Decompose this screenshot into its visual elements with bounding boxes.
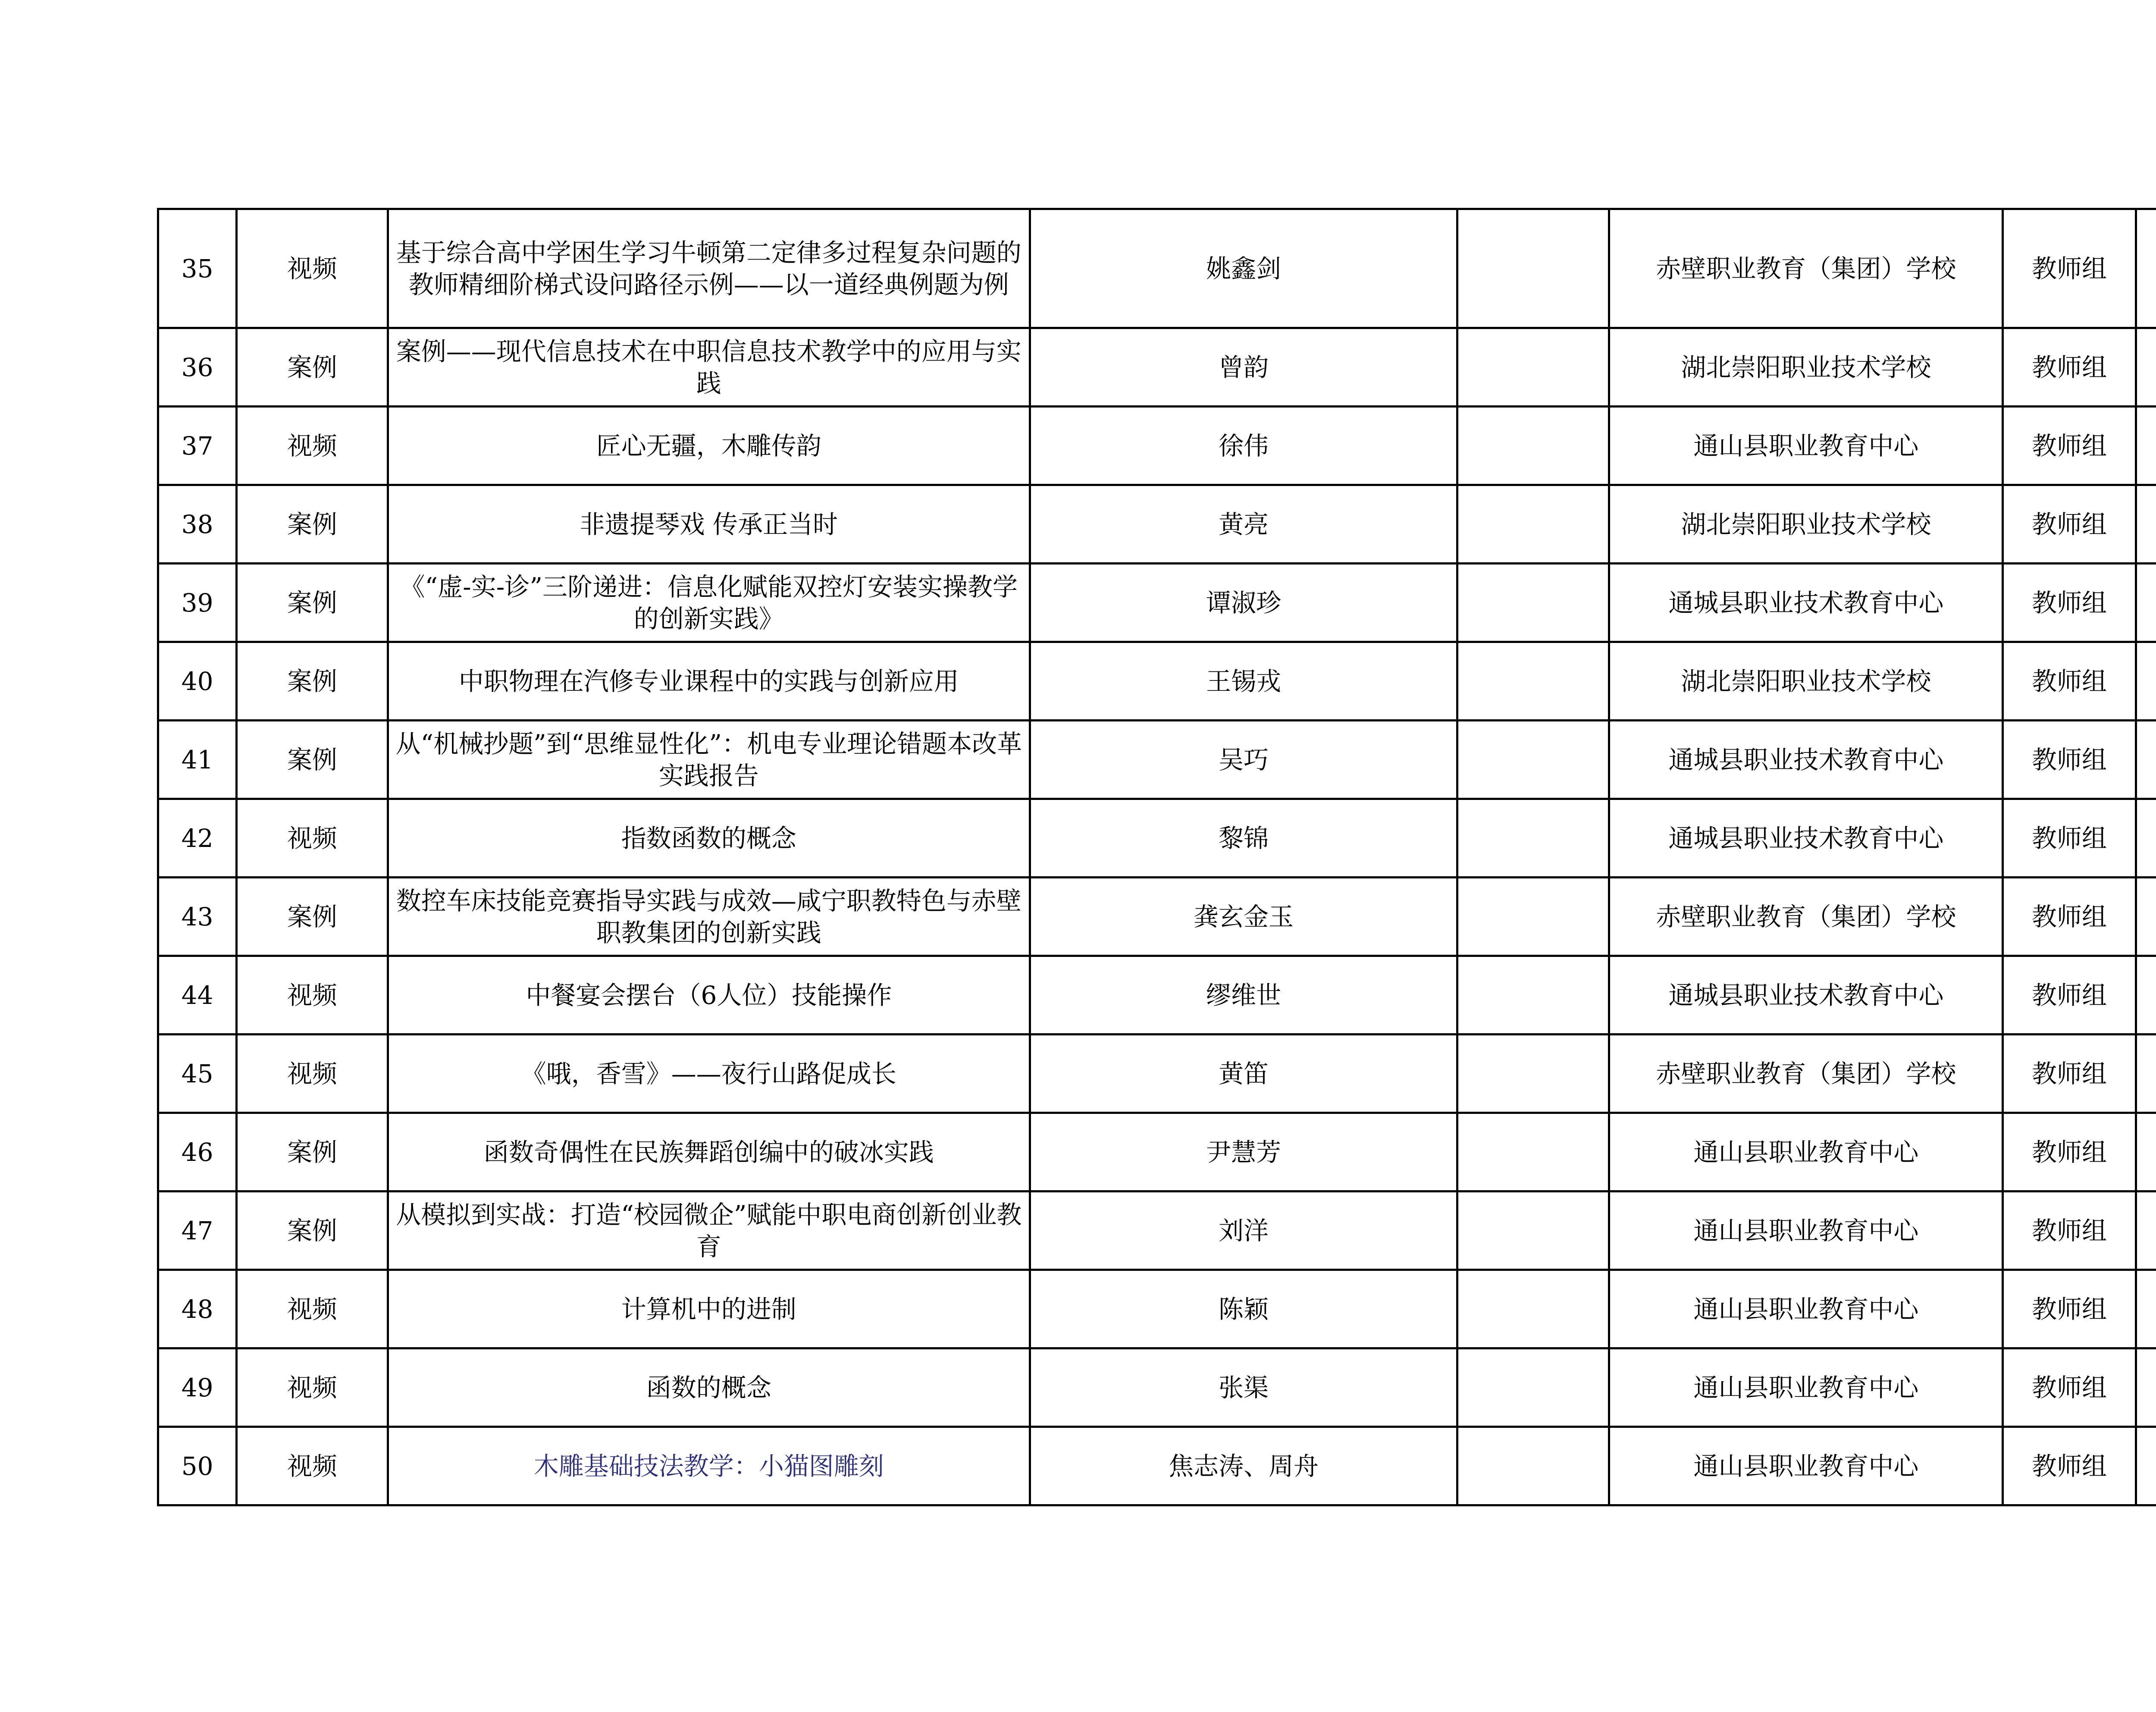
extra-cell — [1457, 209, 1609, 328]
author-name: 王锡戎 — [1030, 642, 1457, 721]
author-name: 尹慧芳 — [1030, 1113, 1457, 1192]
group-name: 教师组 — [2003, 1192, 2136, 1270]
school-name: 通山县职业教育中心 — [1609, 407, 2003, 485]
entry-type: 视频 — [237, 956, 388, 1035]
entry-type: 案例 — [237, 485, 388, 564]
award-level — [2136, 1035, 2156, 1113]
table-body — [158, 209, 2156, 1505]
author-name: 谭淑珍 — [1030, 564, 1457, 642]
entry-title: 函数的概念 — [388, 1348, 1030, 1427]
group-name: 教师组 — [2003, 799, 2136, 878]
school-name: 通山县职业教育中心 — [1609, 1348, 2003, 1427]
row-number: 40 — [158, 642, 237, 721]
row-number: 39 — [158, 564, 237, 642]
row-number: 49 — [158, 1348, 237, 1427]
table-row — [158, 799, 2156, 878]
table-row — [158, 1348, 2156, 1427]
award-level — [2136, 407, 2156, 485]
award-level — [2136, 1113, 2156, 1192]
entry-title: 指数函数的概念 — [388, 799, 1030, 878]
school-name: 通城县职业技术教育中心 — [1609, 799, 2003, 878]
extra-cell — [1457, 721, 1609, 799]
school-name: 通山县职业教育中心 — [1609, 1427, 2003, 1505]
award-level — [2136, 1270, 2156, 1348]
award-level — [2136, 1427, 2156, 1505]
entry-type: 案例 — [237, 328, 388, 407]
awards-table — [157, 208, 2156, 1506]
school-name: 通城县职业技术教育中心 — [1609, 564, 2003, 642]
entry-type: 案例 — [237, 878, 388, 956]
author-name: 龚玄金玉 — [1030, 878, 1457, 956]
entry-title: 《哦，香雪》——夜行山路促成长 — [388, 1035, 1030, 1113]
table-row — [158, 1035, 2156, 1113]
author-name: 焦志涛、周舟 — [1030, 1427, 1457, 1505]
table-row — [158, 642, 2156, 721]
entry-title: 匠心无疆，木雕传韵 — [388, 407, 1030, 485]
award-level — [2136, 1192, 2156, 1270]
entry-title: 基于综合高中学困生学习牛顿第二定律多过程复杂问题的教师精细阶梯式设问路径示例——以一道经典例题为例 — [388, 209, 1030, 328]
row-number: 44 — [158, 956, 237, 1035]
extra-cell — [1457, 1427, 1609, 1505]
award-level — [2136, 721, 2156, 799]
table-row — [158, 209, 2156, 328]
group-name: 教师组 — [2003, 564, 2136, 642]
entry-type: 案例 — [237, 564, 388, 642]
entry-title: 数控车床技能竞赛指导实践与成效—咸宁职教特色与赤壁职教集团的创新实践 — [388, 878, 1030, 956]
entry-type: 视频 — [237, 1035, 388, 1113]
school-name: 湖北崇阳职业技术学校 — [1609, 328, 2003, 407]
award-level — [2136, 878, 2156, 956]
author-name: 黄亮 — [1030, 485, 1457, 564]
award-level — [2136, 642, 2156, 721]
school-name: 通城县职业技术教育中心 — [1609, 956, 2003, 1035]
extra-cell — [1457, 956, 1609, 1035]
group-name: 教师组 — [2003, 878, 2136, 956]
award-level — [2136, 1348, 2156, 1427]
group-name: 教师组 — [2003, 1270, 2136, 1348]
table-row — [158, 878, 2156, 956]
entry-type: 案例 — [237, 1192, 388, 1270]
entry-title: 非遗提琴戏 传承正当时 — [388, 485, 1030, 564]
award-level — [2136, 328, 2156, 407]
extra-cell — [1457, 407, 1609, 485]
entry-title: 函数奇偶性在民族舞蹈创编中的破冰实践 — [388, 1113, 1030, 1192]
entry-type: 视频 — [237, 1348, 388, 1427]
entry-title: 计算机中的进制 — [388, 1270, 1030, 1348]
entry-type: 视频 — [237, 209, 388, 328]
group-name: 教师组 — [2003, 209, 2136, 328]
author-name: 陈颖 — [1030, 1270, 1457, 1348]
row-number: 37 — [158, 407, 237, 485]
table-row — [158, 407, 2156, 485]
entry-type: 案例 — [237, 642, 388, 721]
author-name: 吴巧 — [1030, 721, 1457, 799]
author-name: 张渠 — [1030, 1348, 1457, 1427]
entry-title: 中餐宴会摆台（6人位）技能操作 — [388, 956, 1030, 1035]
author-name: 姚鑫剑 — [1030, 209, 1457, 328]
table-row — [158, 485, 2156, 564]
table-row — [158, 956, 2156, 1035]
table-row — [158, 1427, 2156, 1505]
entry-type: 案例 — [237, 721, 388, 799]
award-level — [2136, 485, 2156, 564]
extra-cell — [1457, 878, 1609, 956]
table-row — [158, 1270, 2156, 1348]
school-name: 通山县职业教育中心 — [1609, 1270, 2003, 1348]
row-number: 35 — [158, 209, 237, 328]
group-name: 教师组 — [2003, 1427, 2136, 1505]
author-name: 曾韵 — [1030, 328, 1457, 407]
row-number: 41 — [158, 721, 237, 799]
entry-title: 中职物理在汽修专业课程中的实践与创新应用 — [388, 642, 1030, 721]
entry-type: 视频 — [237, 1427, 388, 1505]
extra-cell — [1457, 485, 1609, 564]
extra-cell — [1457, 328, 1609, 407]
row-number: 48 — [158, 1270, 237, 1348]
author-name: 徐伟 — [1030, 407, 1457, 485]
extra-cell — [1457, 1113, 1609, 1192]
school-name: 赤壁职业教育（集团）学校 — [1609, 209, 2003, 328]
table-row — [158, 721, 2156, 799]
group-name: 教师组 — [2003, 407, 2136, 485]
entry-type: 案例 — [237, 1113, 388, 1192]
school-name: 通山县职业教育中心 — [1609, 1192, 2003, 1270]
entry-title: 木雕基础技法教学：小猫图雕刻 — [388, 1427, 1030, 1505]
author-name: 缪维世 — [1030, 956, 1457, 1035]
school-name: 通山县职业教育中心 — [1609, 1113, 2003, 1192]
extra-cell — [1457, 1270, 1609, 1348]
award-level — [2136, 956, 2156, 1035]
group-name: 教师组 — [2003, 721, 2136, 799]
extra-cell — [1457, 1035, 1609, 1113]
table-row — [158, 1113, 2156, 1192]
group-name: 教师组 — [2003, 1113, 2136, 1192]
award-level — [2136, 564, 2156, 642]
row-number: 46 — [158, 1113, 237, 1192]
row-number: 42 — [158, 799, 237, 878]
author-name: 黎锦 — [1030, 799, 1457, 878]
extra-cell — [1457, 1192, 1609, 1270]
school-name: 湖北崇阳职业技术学校 — [1609, 485, 2003, 564]
entry-title: 从“机械抄题”到“思维显性化”：机电专业理论错题本改革实践报告 — [388, 721, 1030, 799]
entry-title: 案例——现代信息技术在中职信息技术教学中的应用与实践 — [388, 328, 1030, 407]
extra-cell — [1457, 799, 1609, 878]
entry-title: 《“虚-实-诊”三阶递进：信息化赋能双控灯安装实操教学的创新实践》 — [388, 564, 1030, 642]
extra-cell — [1457, 564, 1609, 642]
row-number: 36 — [158, 328, 237, 407]
extra-cell — [1457, 1348, 1609, 1427]
group-name: 教师组 — [2003, 1348, 2136, 1427]
group-name: 教师组 — [2003, 1035, 2136, 1113]
author-name: 刘洋 — [1030, 1192, 1457, 1270]
table-row — [158, 564, 2156, 642]
row-number: 38 — [158, 485, 237, 564]
school-name: 通城县职业技术教育中心 — [1609, 721, 2003, 799]
entry-title: 从模拟到实战：打造“校园微企”赋能中职电商创新创业教育 — [388, 1192, 1030, 1270]
table-row — [158, 1192, 2156, 1270]
entry-type: 视频 — [237, 1270, 388, 1348]
group-name: 教师组 — [2003, 485, 2136, 564]
group-name: 教师组 — [2003, 956, 2136, 1035]
table-row — [158, 328, 2156, 407]
group-name: 教师组 — [2003, 328, 2136, 407]
award-level — [2136, 799, 2156, 878]
author-name: 黄笛 — [1030, 1035, 1457, 1113]
school-name: 赤壁职业教育（集团）学校 — [1609, 878, 2003, 956]
entry-type: 视频 — [237, 407, 388, 485]
row-number: 47 — [158, 1192, 237, 1270]
school-name: 赤壁职业教育（集团）学校 — [1609, 1035, 2003, 1113]
school-name: 湖北崇阳职业技术学校 — [1609, 642, 2003, 721]
row-number: 43 — [158, 878, 237, 956]
group-name: 教师组 — [2003, 642, 2136, 721]
entry-type: 视频 — [237, 799, 388, 878]
award-level — [2136, 209, 2156, 328]
row-number: 50 — [158, 1427, 237, 1505]
extra-cell — [1457, 642, 1609, 721]
row-number: 45 — [158, 1035, 237, 1113]
